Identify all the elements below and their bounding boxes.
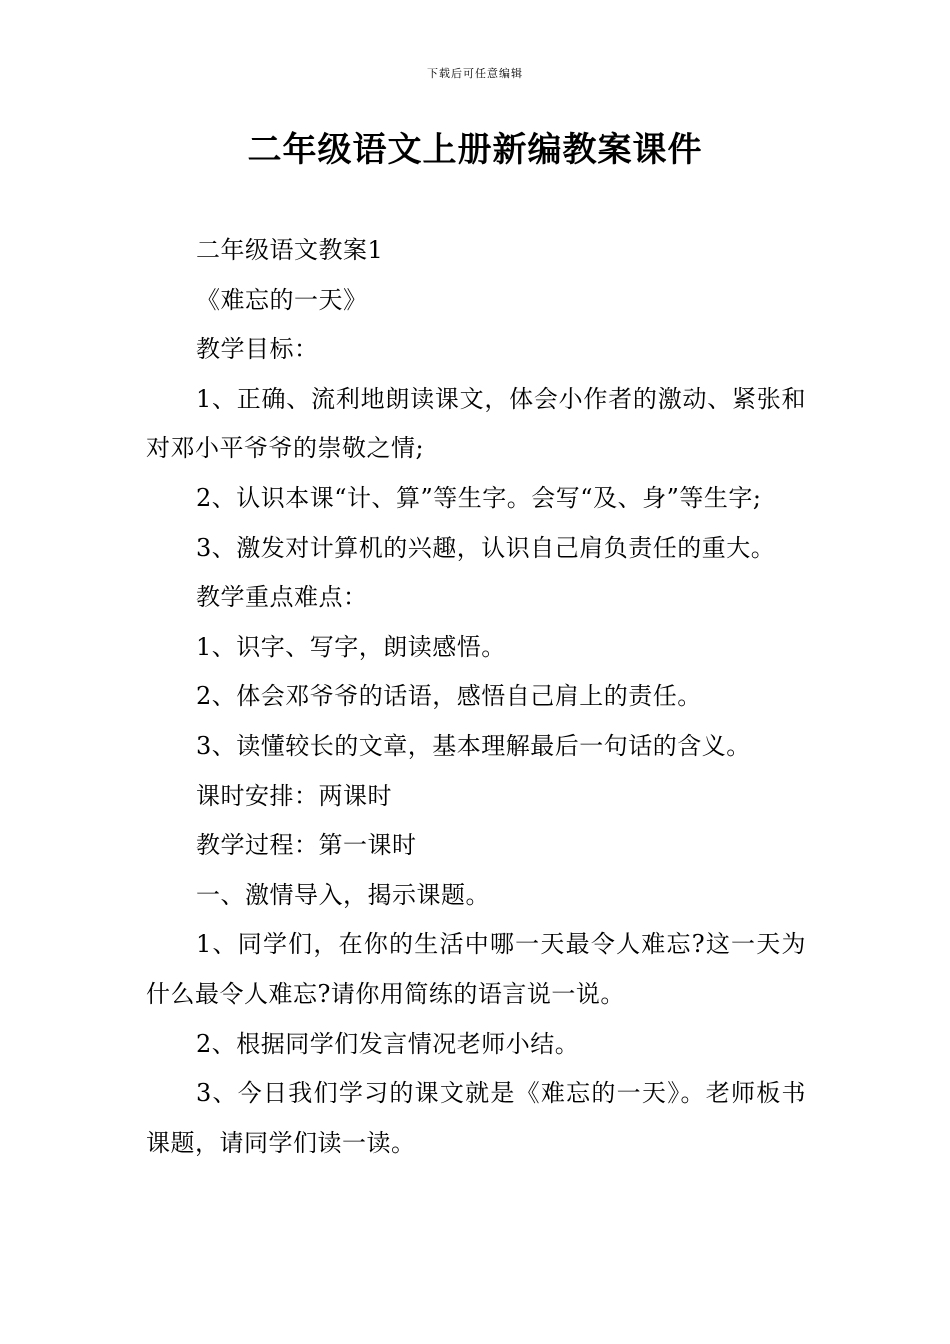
header-note: 下载后可任意编辑 <box>427 67 523 80</box>
paragraph-lesson-label: 二年级语文教案1 <box>196 236 384 264</box>
paragraph-objective-1: 1、正确、流利地朗读课文，体会小作者的激动、紧张和对邓小平爷爷的崇敬之情; <box>146 384 806 463</box>
paragraph-step-3: 3、今日我们学习的课文就是《难忘的一天》。老师板书课题，请同学们读一读。 <box>146 1079 806 1157</box>
paragraph-step-intro: 一、激情导入，揭示课题。 <box>196 880 490 909</box>
paragraph-key-point-2: 2、体会邓爷爷的话语，感悟自己肩上的责任。 <box>196 682 702 711</box>
paragraph-objective-3: 3、激发对计算机的兴趣，认识自己肩负责任的重大。 <box>196 533 776 562</box>
paragraph-key-point-1: 1、识字、写字，朗读感悟。 <box>196 632 506 661</box>
document-title: 二年级语文上册新编教案课件 <box>247 130 703 170</box>
paragraph-key-points-heading: 教学重点难点： <box>196 583 368 612</box>
document-body <box>146 226 806 1168</box>
paragraph-step-1: 1、同学们，在你的生活中哪一天最令人难忘?这一天为什么最令人难忘?请你用简练的语言说一说。 <box>146 930 806 1008</box>
paragraph-schedule: 课时安排：两课时 <box>196 781 392 810</box>
paragraph-lesson-title: 《难忘的一天》 <box>196 285 368 314</box>
paragraph-key-point-3: 3、读懂较长的文章，基本理解最后一句话的含义。 <box>196 731 751 760</box>
paragraph-step-2: 2、根据同学们发言情况老师小结。 <box>196 1029 580 1058</box>
paragraph-objectives-heading: 教学目标： <box>196 335 319 364</box>
paragraph-process: 教学过程：第一课时 <box>196 831 417 860</box>
paragraph-objective-2: 2、认识本课“计、算”等生字。会写“及、身”等生字; <box>196 483 762 512</box>
